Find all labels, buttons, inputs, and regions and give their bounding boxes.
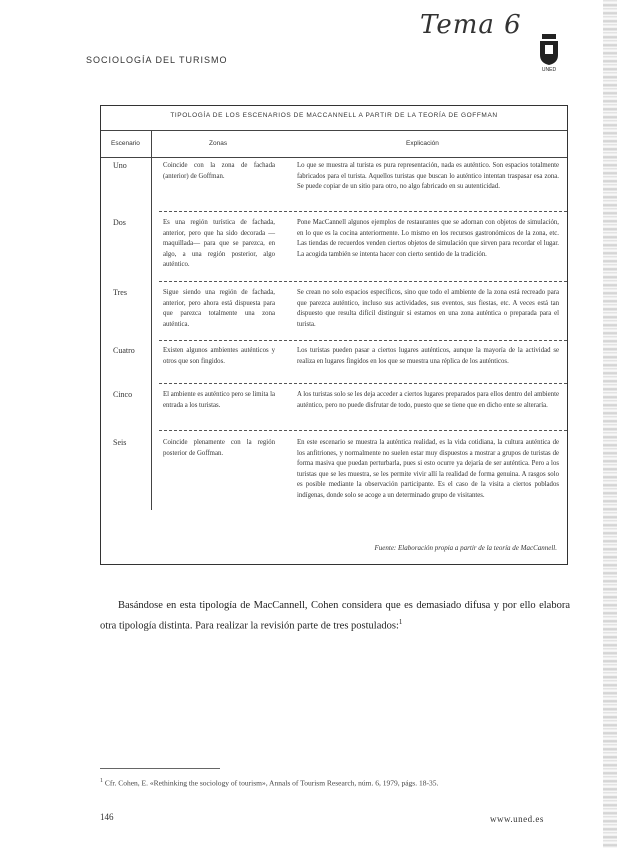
row-divider	[159, 383, 567, 384]
body-paragraph	[100, 597, 570, 635]
footnote-marker: 1	[100, 778, 103, 784]
row-divider	[159, 281, 567, 282]
column-divider	[151, 130, 152, 510]
row-divider	[159, 340, 567, 341]
handwritten-note: Tema 6	[420, 10, 522, 40]
running-head: SOCIOLOGÍA DEL TURISMO	[86, 55, 228, 65]
footnote-ref: 1	[398, 618, 403, 626]
row-escenario: Dos	[113, 218, 126, 227]
row-explicacion: Se crean no solo espacios específicos, sino que todo el ambiente de la zona está recreado para que parezca auténtico, incluso sus actividades, sus eventos, sus fiestas, etc. A veces está tan dispuesto que resulta difícil distinguir si estamos en una zona auténtica o preparada para el turista.	[297, 289, 559, 328]
row-zona: Sigue siendo una región de fachada, anterior, pero ahora está dispuesta para que parezca totalmente una zona auténtica.	[163, 289, 275, 328]
footnote-text: Cfr. Cohen, E. «Rethinking the sociology of tourism», Annals of Tourism Research, núm. 6, 1979, págs. 18-35.	[104, 778, 439, 788]
row-explicacion: Los turistas pueden pasar a ciertos lugares auténticos, aunque la mayoría de la actividad se realiza en lugares fingidos en los que se muestra una réplica de los auténticos.	[297, 347, 559, 365]
row-zona: Existen algunos ambientes auténticos y otros que son fingidos.	[163, 347, 275, 365]
row-escenario: Seis	[113, 438, 127, 447]
row-divider	[159, 430, 567, 431]
row-explicacion: A los turistas solo se les deja acceder a ciertos lugares preparados para ellos dentro del ambiente auténtico, pero no puede disfrutar de todo, puesto que se tiene que en dicho ente se alteraría.	[297, 391, 559, 409]
row-zona: Coincide con la zona de fachada (anterior) de Goffman.	[163, 162, 275, 180]
logo-text: UNED	[541, 67, 557, 72]
header-zonas: Zonas	[209, 140, 228, 147]
row-escenario: Uno	[113, 161, 127, 170]
row-zona: Es una región turística de fachada, anterior, pero que ha sido decorada —maquillada— para que se parezca, en algo, a una región posterior, algo auténtico.	[163, 219, 275, 268]
footnote-rule	[100, 768, 220, 769]
row-explicacion: Pone MacCannell algunos ejemplos de restaurantes que se adornan con objetos de simulación, en lo que es la cocina anteriormente. Lo mismo en los recursos gastronómicos de la zona, etc. Las tiendas de recuerdos venden ciertos objetos de simulación que sirven para recordar el lugar. La acogida también se intenta hacer con cierto sentido de la tradición.	[297, 219, 559, 258]
row-explicacion: En este escenario se muestra la auténtica realidad, es la vida cotidiana, la cultura auténtica de los anfitriones, y normalmente no suelen estar muy dispuestos a mostrar a grupos de turistas de forma masiva que puedan perturbarla, pues si esto ocurre ya dejaría de ser auténtica. Pero a los turistas que se les muestra, se les permite vivir allí la realidad de forma genuina. A rasgos solo es posible mediante la observación participante. Es el caso de la visita a ciertos poblados indígenas, donde solo se acoge a un determinado grupo de visitantes.	[297, 439, 559, 499]
table-header-row	[101, 130, 567, 158]
row-explicacion: Lo que se muestra al turista es pura representación, nada es auténtico. Son espacios totalmente fabricados para el turista. Aquellos turistas que buscan lo auténtico intentan traspasar esa zona. Se puede copiar de un sitio para otro, no algo fabricado en su autenticidad.	[297, 162, 559, 190]
row-divider	[159, 211, 567, 212]
uned-logo-icon	[536, 32, 562, 72]
row-escenario: Tres	[113, 288, 127, 297]
row-zona: Coincide plenamente con la región posterior de Goffman.	[163, 439, 275, 457]
row-zona: El ambiente es auténtico pero se limita la entrada a los turistas.	[163, 391, 275, 409]
row-escenario: Cuatro	[113, 346, 135, 355]
table-title: TIPOLOGÍA DE LOS ESCENARIOS DE MACCANNELL A PARTIR DE LA TEORÍA DE GOFFMAN	[170, 112, 498, 119]
header-explicacion: Explicación	[406, 140, 439, 147]
body-paragraph-text: Basándose en esta tipología de MacCannell, Cohen considera que es demasiado difusa y por ello elabora otra tipología distinta. Para realizar la revisión parte de tres postulados:	[100, 600, 570, 632]
footnote	[100, 778, 570, 788]
page-number: 146	[100, 812, 114, 822]
row-escenario: Cinco	[113, 390, 133, 399]
table-source: Fuente: Elaboración propia a partir de la teoría de MacCannell.	[374, 544, 557, 552]
typology-table	[100, 105, 568, 565]
scan-binder-edge	[603, 0, 617, 848]
website-footer: www.uned.es	[490, 814, 544, 824]
header-escenario: Escenario	[111, 140, 140, 147]
